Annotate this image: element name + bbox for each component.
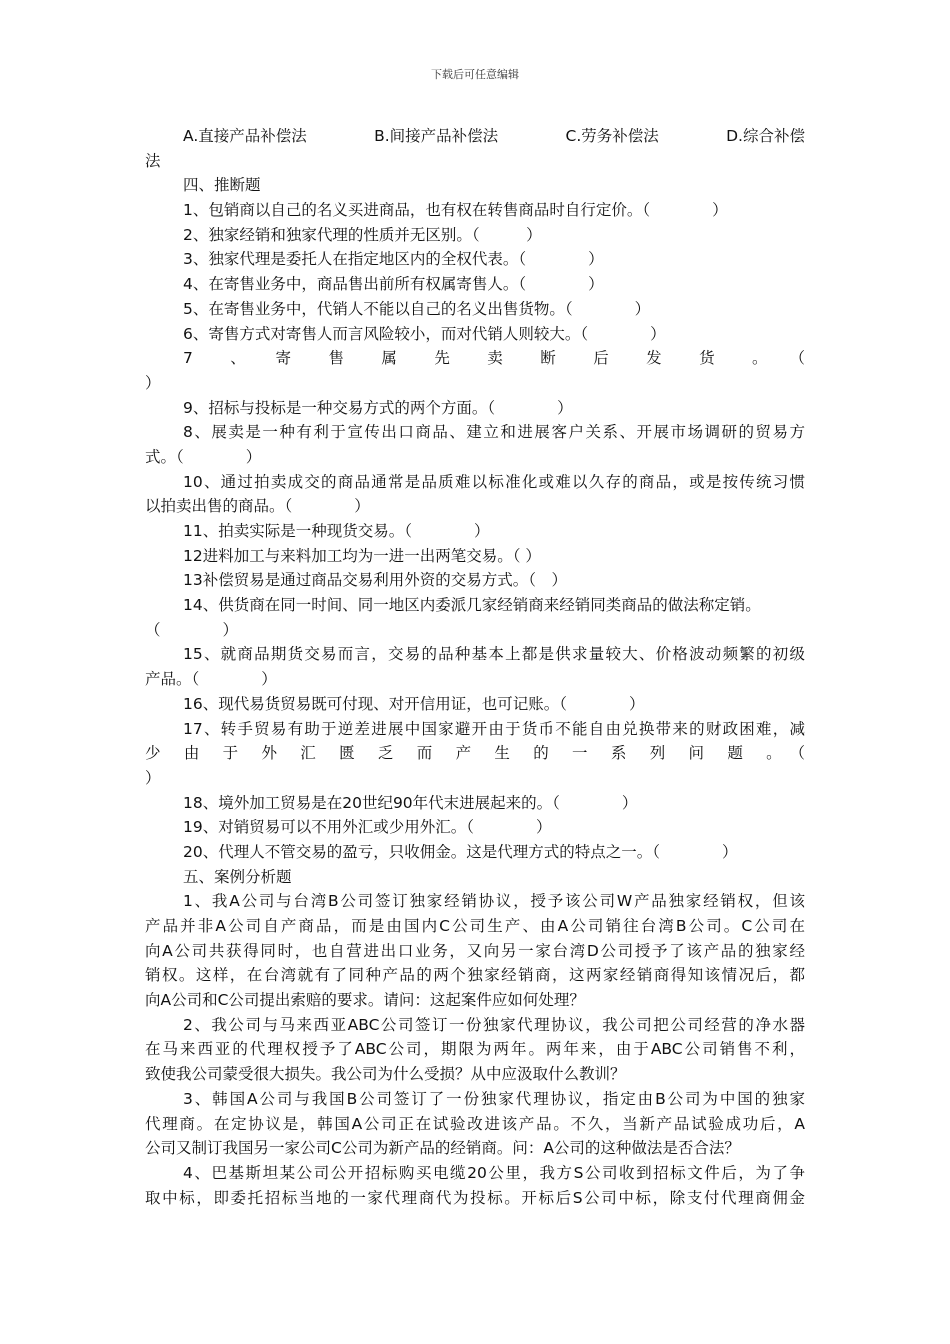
text-line: 17、转手贸易有助于逆差进展中国家避开由于货币不能自由兑换带来的财政困难，减 xyxy=(183,719,805,738)
text-line: 12进料加工与来料加工均为一进一出两笔交易。（ ） xyxy=(183,546,541,565)
text-line: 4、巴基斯坦某公司公开招标购买电缆20公里，我方S公司收到招标文件后，为了争 xyxy=(183,1163,805,1182)
document-body xyxy=(145,124,805,1210)
text-line: 1、包销商以自己的名义买进商品，也有权在转售商品时自行定价。（ ） xyxy=(183,201,728,220)
text-line: 3、韩国A公司与我国B公司签订了一份独家代理协议，指定由B公司为中国的独家 xyxy=(183,1089,805,1108)
text-line: 取中标，即委托招标当地的一家代理商代为投标。开标后S公司中标，除支付代理商佣金 xyxy=(145,1188,805,1207)
text-line: 式。（ ） xyxy=(145,447,262,466)
text-line: 16、现代易货贸易既可付现、对开信用证，也可记账。（ ） xyxy=(183,694,645,713)
text-line: 2、我公司与马来西亚ABC公司签订一份独家代理协议，我公司把公司经营的净水器 xyxy=(183,1015,805,1034)
text-line: 法 xyxy=(145,151,161,170)
text-line: 14、供货商在同一时间、同一地区内委派几家经销商来经销同类商品的做法称定销。 xyxy=(183,596,761,615)
page-header: 下载后可任意编辑 xyxy=(431,68,519,81)
text-line: 四、推断题 xyxy=(183,176,261,195)
text-line: ） xyxy=(145,768,161,787)
text-line: 致使我公司蒙受很大损失。我公司为什么受损？从中应汲取什么教训？ xyxy=(145,1065,626,1084)
text-line: 1、我A公司与台湾B公司签订独家经销协议，授予该公司W产品独家经销权，但该 xyxy=(183,892,805,911)
text-line: 销权。这样，在台湾就有了同种产品的两个独家经销商，这两家经销商得知该情况后，都 xyxy=(145,966,805,985)
answer-options xyxy=(145,124,805,149)
text-line: 19、对销贸易可以不用外汇或少用外汇。（ ） xyxy=(183,818,552,837)
text-line: 18、境外加工贸易是在20世纪90年代末进展起来的。（ ） xyxy=(183,793,638,812)
text-line: 9、招标与投标是一种交易方式的两个方面。（ ） xyxy=(183,398,573,417)
text-line: 8、展卖是一种有利于宣传出口商品、建立和进展客户关系、开展市场调研的贸易方 xyxy=(183,423,805,442)
option-d: D.综合补偿 xyxy=(726,127,805,145)
text-line: 13补偿贸易是通过商品交易利用外资的交易方式。（ ） xyxy=(183,571,567,590)
text-line: 6、寄售方式对寄售人而言风险较小，而对代销人则较大。（ ） xyxy=(183,324,666,343)
text-line: 向A公司和C公司提出索赔的要求。请问：这起案件应如何处理？ xyxy=(145,991,585,1010)
text-line: 3、独家代理是委托人在指定地区内的全权代表。（ ） xyxy=(183,250,604,269)
text-line: 20、代理人不管交易的盈亏，只收佣金。这是代理方式的特点之一。（ ） xyxy=(183,842,738,861)
text-line: 以拍卖出售的商品。（ ） xyxy=(145,497,370,516)
text-line: 少 由 于 外 汇 匮 乏 而 产 生 的 一 系 列 问 题 。 （ xyxy=(145,744,805,763)
text-line: 5、在寄售业务中，代销人不能以自己的名义出售货物。（ ） xyxy=(183,299,651,318)
text-line: 代理商。在定协议是，韩国A公司正在试验改进该产品。不久，当新产品试验成功后，A xyxy=(145,1114,805,1133)
text-line: 2、独家经销和独家代理的性质并无区别。（ ） xyxy=(183,225,542,244)
text-line: 产品并非A公司自产商品，而是由国内C公司生产、由A公司销往台湾B公司。C公司在 xyxy=(145,917,805,935)
text-line: 公司又制订我国另一家公司C公司为新产品的经销商。问：A公司的这种做法是否合法？ xyxy=(145,1139,740,1158)
text-line: 11、拍卖实际是一种现货交易。（ ） xyxy=(183,522,490,540)
text-line: ） xyxy=(145,373,161,392)
text-line: 五、案例分析题 xyxy=(183,867,292,886)
option-a: A.直接产品补偿法 xyxy=(183,127,307,145)
text-line: 在马来西亚的代理权授予了ABC公司，期限为两年。两年来，由于ABC公司销售不利， xyxy=(145,1040,805,1059)
text-lines xyxy=(145,149,805,1211)
text-line: 7 、 寄 售 属 先 卖 断 后 发 货 。 （ xyxy=(183,349,805,368)
option-c: C.劳务补偿法 xyxy=(565,127,659,145)
option-b: B.间接产品补偿法 xyxy=(374,127,499,145)
text-line: （ ） xyxy=(145,620,239,639)
text-line: 向A公司共获得同时，也自营进出口业务，又向另一家台湾D公司授予了该产品的独家经 xyxy=(145,941,805,960)
text-line: 产品。（ ） xyxy=(145,670,277,689)
text-line: 4、在寄售业务中，商品售出前所有权属寄售人。（ ） xyxy=(183,275,604,294)
text-line: 15、就商品期货交易而言，交易的品种基本上都是供求量较大、价格波动频繁的初级 xyxy=(183,645,805,664)
text-line: 10、通过拍卖成交的商品通常是品质难以标准化或难以久存的商品，或是按传统习惯 xyxy=(183,472,805,491)
